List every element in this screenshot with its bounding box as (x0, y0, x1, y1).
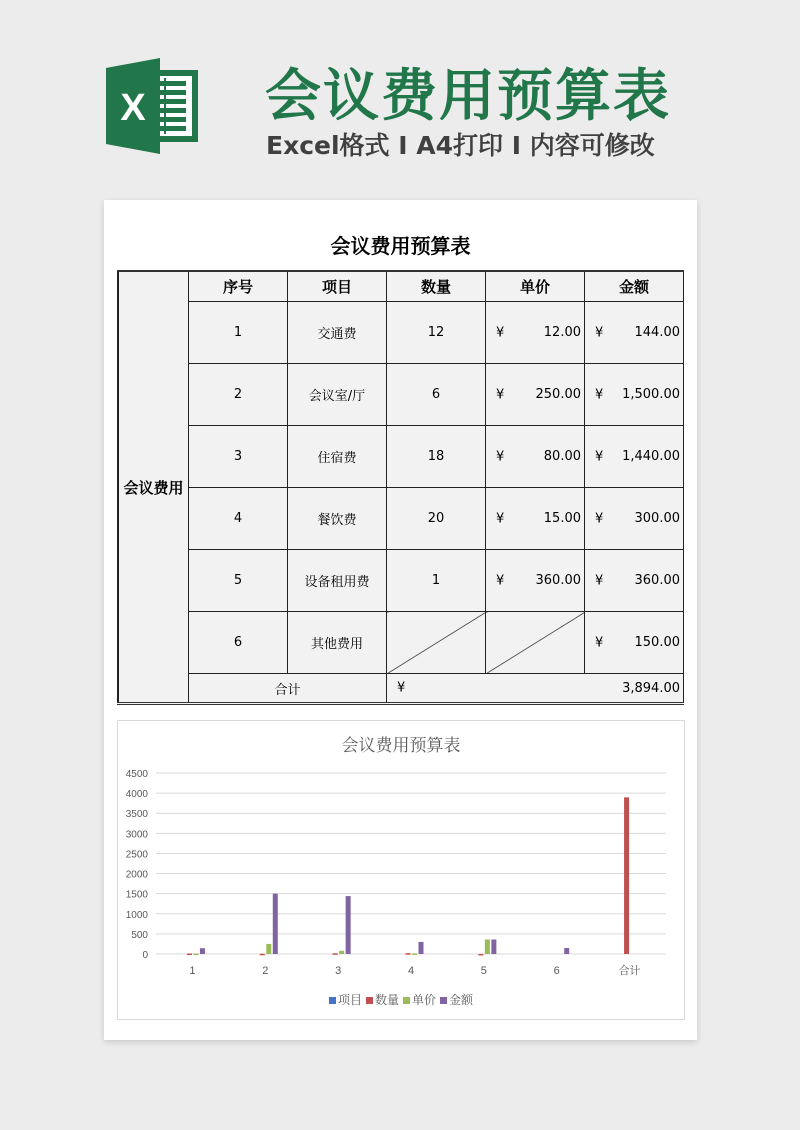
currency-symbol: ¥ (595, 387, 604, 402)
legend-label: 金额 (449, 993, 474, 1007)
chart-bar[interactable] (187, 954, 192, 956)
chart-bar[interactable] (412, 953, 417, 955)
legend-item[interactable] (329, 993, 362, 1007)
currency-symbol: ¥ (496, 325, 505, 340)
cell-no[interactable]: 5 (189, 550, 288, 612)
cell-price[interactable]: ¥ 15.00 (486, 488, 585, 550)
cell-item[interactable]: 会议室/厅 (288, 364, 387, 426)
legend-item[interactable] (440, 993, 473, 1007)
svg-text:2: 2 (262, 965, 269, 977)
svg-text:3500: 3500 (125, 809, 148, 821)
total-row (118, 674, 684, 704)
sheet-page (104, 200, 697, 1040)
table-row (118, 550, 684, 612)
chart-bar[interactable] (624, 797, 629, 954)
sheet-title: 会议费用预算表 (330, 234, 471, 258)
svg-text:6: 6 (553, 965, 560, 977)
chart-bar[interactable] (564, 948, 569, 954)
table-row (118, 426, 684, 488)
svg-text:2000: 2000 (125, 869, 148, 881)
table-row (118, 364, 684, 426)
chart-title: 会议费用预算表 (341, 736, 461, 756)
chart-bar[interactable] (266, 944, 271, 954)
currency-symbol: ¥ (595, 573, 604, 588)
category-label: 会议费用 (118, 271, 189, 704)
legend-label: 数量 (374, 993, 399, 1007)
chart-bar[interactable] (346, 896, 351, 954)
chart-bar[interactable] (273, 894, 278, 954)
cell-item[interactable]: 餐饮费 (288, 488, 387, 550)
cell-qty[interactable]: 1 (387, 550, 486, 612)
chart-bar[interactable] (419, 942, 424, 954)
header-price: 单价 (486, 271, 585, 302)
cell-no[interactable]: 6 (189, 612, 288, 674)
cell-price[interactable]: ¥ 12.00 (486, 302, 585, 364)
budget-chart[interactable] (117, 720, 685, 1020)
svg-text:2500: 2500 (125, 849, 148, 861)
svg-text:4: 4 (407, 965, 415, 977)
cell-qty[interactable]: 18 (387, 426, 486, 488)
table-row (118, 612, 684, 674)
cell-qty[interactable]: 6 (387, 364, 486, 426)
cell-item[interactable]: 其他费用 (288, 612, 387, 674)
currency-symbol: ¥ (595, 325, 604, 340)
chart-plot-area (118, 721, 684, 991)
currency-symbol: ¥ (496, 573, 505, 588)
total-value[interactable]: ¥ 3,894.00 (387, 674, 684, 704)
chart-bar[interactable] (260, 954, 265, 956)
chart-bar[interactable] (406, 953, 411, 955)
header-qty: 数量 (387, 271, 486, 302)
total-label: 合计 (189, 674, 387, 704)
cell-amount[interactable]: ¥ 150.00 (585, 612, 684, 674)
currency-symbol: ¥ (595, 449, 604, 464)
chart-bar[interactable] (485, 940, 490, 954)
legend-swatch-icon (366, 997, 373, 1004)
svg-text:500: 500 (131, 929, 148, 941)
legend-swatch-icon (403, 997, 410, 1004)
cell-price-empty-diagonal[interactable] (486, 612, 585, 674)
header-item: 项目 (288, 271, 387, 302)
currency-symbol: ¥ (496, 511, 505, 526)
cell-item[interactable]: 交通费 (288, 302, 387, 364)
svg-text:5: 5 (480, 965, 487, 977)
legend-item[interactable] (403, 993, 436, 1007)
currency-symbol: ¥ (496, 449, 505, 464)
excel-icon (102, 56, 202, 156)
cell-no[interactable]: 1 (189, 302, 288, 364)
budget-table (117, 270, 684, 705)
header-amount: 金额 (585, 271, 684, 302)
chart-bar[interactable] (491, 940, 496, 954)
svg-text:3: 3 (335, 965, 342, 977)
legend-label: 单价 (412, 993, 437, 1007)
currency-symbol: ¥ (595, 511, 604, 526)
table-row (118, 488, 684, 550)
cell-amount[interactable]: ¥ 144.00 (585, 302, 684, 364)
cell-amount[interactable]: ¥ 1,500.00 (585, 364, 684, 426)
banner-subtitle: Excel格式 I A4打印 I 内容可修改 (266, 131, 655, 160)
cell-price[interactable]: ¥ 250.00 (486, 364, 585, 426)
cell-item[interactable]: 住宿费 (288, 426, 387, 488)
legend-swatch-icon (440, 997, 447, 1004)
legend-label: 项目 (337, 993, 362, 1007)
svg-text:1500: 1500 (125, 889, 148, 901)
svg-text:4500: 4500 (125, 769, 148, 780)
cell-price[interactable]: ¥ 360.00 (486, 550, 585, 612)
cell-qty[interactable]: 20 (387, 488, 486, 550)
cell-qty-empty-diagonal[interactable] (387, 612, 486, 674)
cell-amount[interactable]: ¥ 360.00 (585, 550, 684, 612)
legend-swatch-icon (329, 997, 336, 1004)
legend-item[interactable] (366, 993, 399, 1007)
chart-bar[interactable] (200, 948, 205, 954)
chart-bar[interactable] (333, 953, 338, 955)
table-row (118, 302, 684, 364)
cell-no[interactable]: 2 (189, 364, 288, 426)
banner-title: 会议费用预算表 (265, 64, 671, 129)
chart-bar[interactable] (193, 954, 198, 956)
chart-bar[interactable] (478, 954, 483, 956)
svg-text:4000: 4000 (125, 789, 148, 801)
cell-qty[interactable]: 12 (387, 302, 486, 364)
cell-amount[interactable]: ¥ 300.00 (585, 488, 684, 550)
currency-symbol: ¥ (595, 635, 604, 650)
svg-text:3000: 3000 (125, 829, 148, 841)
svg-text:1000: 1000 (125, 909, 148, 921)
svg-text:1: 1 (189, 965, 196, 977)
cell-price[interactable]: ¥ 80.00 (486, 426, 585, 488)
svg-text:合计: 合计 (618, 965, 641, 977)
chart-legend (118, 991, 684, 1008)
cell-no[interactable]: 3 (189, 426, 288, 488)
cell-amount[interactable]: ¥ 1,440.00 (585, 426, 684, 488)
table-header-row (118, 271, 684, 302)
header-no: 序号 (189, 271, 288, 302)
svg-text:0: 0 (142, 950, 148, 961)
currency-symbol: ¥ (397, 680, 406, 696)
cell-item[interactable]: 设备租用费 (288, 550, 387, 612)
currency-symbol: ¥ (496, 387, 505, 402)
cell-no[interactable]: 4 (189, 488, 288, 550)
svg-text:X: X (120, 87, 146, 129)
chart-bar[interactable] (339, 951, 344, 954)
